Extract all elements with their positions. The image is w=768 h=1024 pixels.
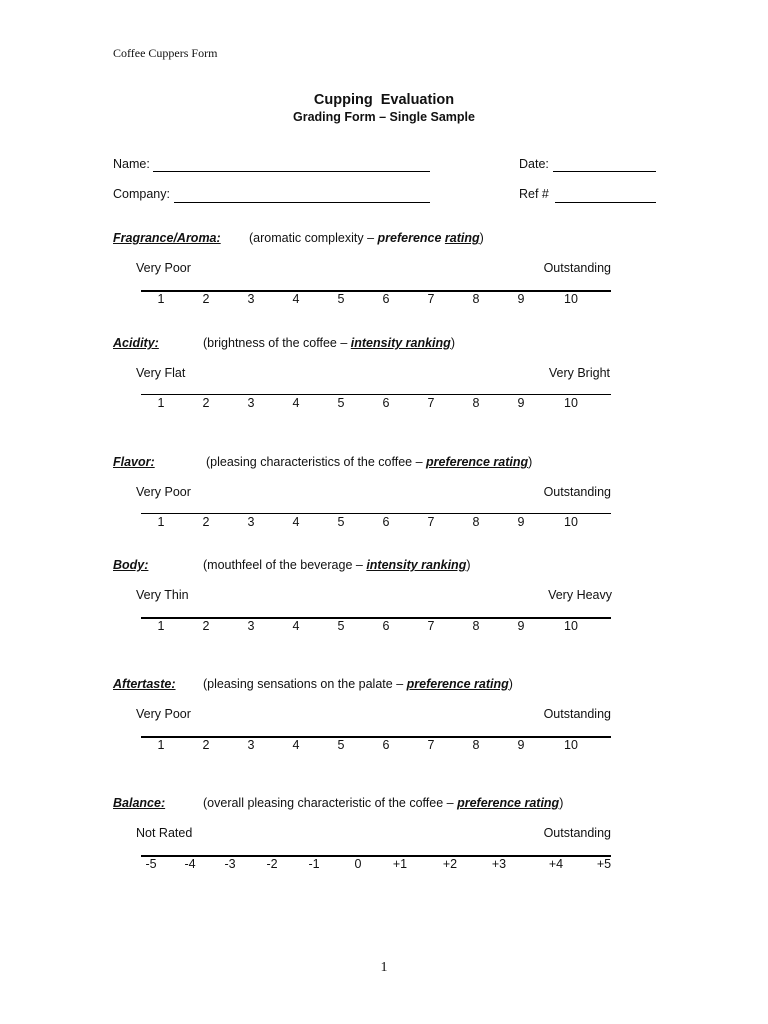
rating-scale-line — [141, 855, 611, 857]
name-field[interactable] — [153, 171, 430, 172]
scale-option[interactable]: 7 — [427, 396, 435, 410]
scale-option[interactable]: 9 — [517, 292, 525, 306]
scale-option[interactable]: 5 — [337, 738, 345, 752]
scale-option[interactable]: 10 — [564, 292, 578, 306]
rating-scale-line — [141, 617, 611, 619]
scale-option[interactable]: 9 — [517, 619, 525, 633]
scale-option[interactable]: 10 — [564, 396, 578, 410]
scale-option[interactable]: +5 — [596, 857, 612, 871]
scale-option[interactable]: 9 — [517, 515, 525, 529]
scale-option[interactable]: +3 — [491, 857, 507, 871]
scale-option[interactable]: 2 — [202, 292, 210, 306]
scale-option[interactable]: 8 — [472, 396, 480, 410]
scale-option[interactable]: -4 — [184, 857, 196, 871]
scale-high-label: Very Bright — [548, 366, 610, 380]
scale-option[interactable]: 9 — [517, 396, 525, 410]
scale-option[interactable]: 9 — [517, 738, 525, 752]
section-description: (aromatic complexity – preference rating) — [249, 231, 484, 245]
section-title: Fragrance/Aroma: — [113, 231, 221, 245]
section-description: (overall pleasing characteristic of the coffee – preference rating) — [203, 796, 564, 810]
scale-option[interactable]: 8 — [472, 292, 480, 306]
scale-option[interactable]: 3 — [247, 619, 255, 633]
scale-option[interactable]: -2 — [266, 857, 278, 871]
section-description: (pleasing sensations on the palate – preference rating) — [203, 677, 513, 691]
section-description: (mouthfeel of the beverage – intensity ranking) — [203, 558, 471, 572]
scale-low-label: Very Poor — [136, 261, 191, 275]
scale-option[interactable]: -1 — [308, 857, 320, 871]
scale-option[interactable]: -5 — [145, 857, 157, 871]
scale-high-label: Outstanding — [543, 707, 611, 721]
scale-option[interactable]: 4 — [292, 292, 300, 306]
scale-option[interactable]: 4 — [292, 738, 300, 752]
rating-scale-line — [141, 736, 611, 738]
page-number: 1 — [380, 960, 388, 975]
company-label: Company: — [113, 187, 170, 201]
scale-low-label: Very Poor — [136, 485, 191, 499]
scale-option[interactable]: 7 — [427, 292, 435, 306]
scale-option[interactable]: 1 — [157, 292, 165, 306]
rating-scale-line — [141, 513, 611, 514]
scale-high-label: Outstanding — [543, 485, 611, 499]
scale-low-label: Very Flat — [136, 366, 186, 380]
scale-option[interactable]: 3 — [247, 396, 255, 410]
ref-label: Ref # — [519, 187, 549, 201]
company-field[interactable] — [174, 202, 430, 203]
section-title: Acidity: — [113, 336, 159, 350]
scale-option[interactable]: 4 — [292, 619, 300, 633]
scale-option[interactable]: -3 — [224, 857, 236, 871]
scale-option[interactable]: 7 — [427, 515, 435, 529]
scale-option[interactable]: 4 — [292, 515, 300, 529]
scale-low-label: Very Thin — [136, 588, 189, 602]
scale-option[interactable]: 4 — [292, 396, 300, 410]
scale-option[interactable]: 8 — [472, 515, 480, 529]
scale-option[interactable]: 2 — [202, 396, 210, 410]
scale-option[interactable]: +2 — [442, 857, 458, 871]
scale-option[interactable]: 8 — [472, 619, 480, 633]
scale-option[interactable]: 3 — [247, 292, 255, 306]
scale-high-label: Very Heavy — [548, 588, 612, 602]
scale-option[interactable]: 1 — [157, 515, 165, 529]
scale-option[interactable]: 2 — [202, 515, 210, 529]
scale-option[interactable]: 6 — [382, 738, 390, 752]
scale-option[interactable]: 1 — [157, 738, 165, 752]
name-label: Name: — [113, 157, 150, 171]
section-title: Body: — [113, 558, 149, 572]
scale-option[interactable]: +1 — [392, 857, 408, 871]
page-subtitle: Grading Form – Single Sample — [293, 110, 475, 124]
scale-option[interactable]: 5 — [337, 515, 345, 529]
scale-option[interactable]: 3 — [247, 515, 255, 529]
scale-low-label: Very Poor — [136, 707, 191, 721]
scale-option[interactable]: 6 — [382, 619, 390, 633]
section-description: (brightness of the coffee – intensity ranking) — [203, 336, 455, 350]
scale-option[interactable]: 10 — [564, 619, 578, 633]
rating-scale-line — [141, 290, 611, 292]
section-title: Aftertaste: — [113, 677, 176, 691]
scale-option[interactable]: 10 — [564, 738, 578, 752]
date-label: Date: — [519, 157, 549, 171]
scale-high-label: Outstanding — [543, 261, 611, 275]
scale-option[interactable]: 5 — [337, 396, 345, 410]
scale-option[interactable]: 10 — [564, 515, 578, 529]
scale-option[interactable]: +4 — [548, 857, 564, 871]
section-description: (pleasing characteristics of the coffee – preference rating) — [206, 455, 533, 469]
scale-option[interactable]: 5 — [337, 292, 345, 306]
scale-option[interactable]: 2 — [202, 619, 210, 633]
scale-option[interactable]: 0 — [354, 857, 362, 871]
scale-option[interactable]: 7 — [427, 738, 435, 752]
section-title: Balance: — [113, 796, 166, 810]
date-field[interactable] — [553, 171, 656, 172]
scale-option[interactable]: 7 — [427, 619, 435, 633]
scale-option[interactable]: 2 — [202, 738, 210, 752]
scale-option[interactable]: 6 — [382, 292, 390, 306]
scale-option[interactable]: 8 — [472, 738, 480, 752]
scale-option[interactable]: 6 — [382, 396, 390, 410]
scale-option[interactable]: 5 — [337, 619, 345, 633]
rating-scale-line — [141, 394, 611, 395]
scale-option[interactable]: 1 — [157, 619, 165, 633]
scale-high-label: Outstanding — [543, 826, 611, 840]
section-title: Flavor: — [113, 455, 155, 469]
scale-option[interactable]: 1 — [157, 396, 165, 410]
ref-field[interactable] — [555, 202, 656, 203]
scale-option[interactable]: 3 — [247, 738, 255, 752]
scale-option[interactable]: 6 — [382, 515, 390, 529]
page-title: Cupping Evaluation — [313, 92, 455, 108]
header-note: Coffee Cuppers Form — [113, 46, 218, 60]
scale-low-label: Not Rated — [136, 826, 193, 840]
